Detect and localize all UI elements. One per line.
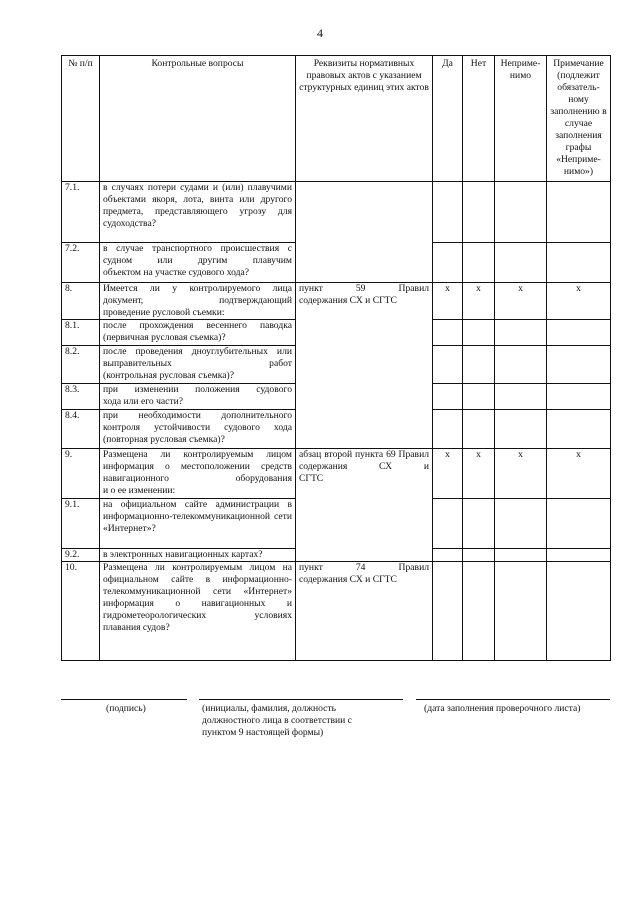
requisites-cell: пункт 74 Правил содержания СХ и СГТС [296,562,433,661]
question-text: после прохождения весеннего паводка (первичная русловая съемка)? [100,320,296,346]
yes-cell [433,182,463,243]
header-no: Нет [463,56,495,182]
note-cell [547,346,611,384]
yes-cell [433,384,463,410]
row-number: 8. [62,283,100,320]
no-cell: x [463,449,495,499]
no-cell [463,410,495,449]
header-questions: Контрольные вопросы [100,56,296,182]
no-cell [463,182,495,243]
table-header-row [62,56,611,182]
question-text: Имеется ли у контролируемого лица документ, подтверждающий проведение русловой съемки: [100,283,296,320]
no-cell [463,320,495,346]
question-text: в случае транспортного происшествия с судном или другим плавучим объектом на участке судового хода? [100,243,296,283]
not-applicable-cell [495,562,547,661]
row-number: 9.1. [62,499,100,549]
table-row [62,283,611,320]
not-applicable-cell [495,549,547,562]
note-cell [547,549,611,562]
yes-cell: x [433,283,463,320]
yes-cell [433,410,463,449]
yes-cell [433,243,463,283]
yes-cell [433,320,463,346]
yes-cell [433,346,463,384]
no-cell [463,384,495,410]
note-cell [547,384,611,410]
note-cell [547,320,611,346]
signature-label: (подпись) [106,703,146,714]
requisites-cell: абзац второй пункта 69 Правил содержания СХ и СГТС [296,449,433,562]
question-text: в электронных навигационных картах? [100,549,296,562]
no-cell [463,562,495,661]
header-num: № п/п [62,56,100,182]
question-text: при необходимости дополнительного контроля устойчивости судового хода (повторная русловая съемка)? [100,410,296,449]
header-note: Примечание (подлежит обязатель-ному заполнению в случае заполнения графы «Неприме-нимо») [547,56,611,182]
not-applicable-cell [495,499,547,549]
date-label: (дата заполнения проверочного листа) [424,703,581,714]
name-position-label: (инициалы, фамилия, должность должностного лица в соответствии с пунктом 9 настоящей формы) [202,703,352,738]
row-number: 8.2. [62,346,100,384]
question-text: в случаях потери судами и (или) плавучими объектами якоря, лота, винта или другого предмета, представляющего угрозу для судоходства? [100,182,296,243]
note-cell [547,243,611,283]
yes-cell [433,499,463,549]
yes-cell [433,549,463,562]
note-cell [547,182,611,243]
table-row [62,182,611,243]
header-requisites: Реквизиты нормативных правовых актов с указанием структурных единиц этих актов [296,56,433,182]
note-cell [547,410,611,449]
note-cell [547,499,611,549]
question-text: Размещена ли контролируемым лицом на официальном сайте в информационно-телекоммуникационной сети «Интернет» информация о навигационных и гидрометеорологических условиях плавания судов? [100,562,296,661]
note-cell [547,562,611,661]
not-applicable-cell [495,384,547,410]
row-number: 10. [62,562,100,661]
row-number: 9. [62,449,100,499]
question-text: после проведения дноуглубительных или выправительных работ (контрольная русловая съемка)? [100,346,296,384]
not-applicable-cell [495,346,547,384]
name-line [199,699,403,700]
checklist-table [61,55,611,661]
note-cell: x [547,283,611,320]
no-cell [463,499,495,549]
note-cell: x [547,449,611,499]
requisites-cell [296,182,433,283]
row-number: 7.2. [62,243,100,283]
not-applicable-cell: x [495,283,547,320]
row-number: 8.1. [62,320,100,346]
requisites-cell: пункт 59 Правил содержания СХ и СГТС [296,283,433,449]
no-cell [463,243,495,283]
row-number: 9.2. [62,549,100,562]
row-number: 8.4. [62,410,100,449]
not-applicable-cell [495,243,547,283]
row-number: 7.1. [62,182,100,243]
no-cell [463,346,495,384]
not-applicable-cell: x [495,449,547,499]
no-cell [463,549,495,562]
signature-line [61,699,187,700]
table-row [62,449,611,499]
question-text: Размещена ли контролируемым лицом информация о местоположении средств навигационного оборудования и о ее изменении: [100,449,296,499]
yes-cell [433,562,463,661]
not-applicable-cell [495,182,547,243]
not-applicable-cell [495,320,547,346]
question-text: на официальном сайте администрации в информационно-телекоммуникационной сети «Интернет»? [100,499,296,549]
question-text: при изменении положения судового хода или его части? [100,384,296,410]
date-line [416,699,610,700]
no-cell: x [463,283,495,320]
not-applicable-cell [495,410,547,449]
page-number: 4 [317,26,323,40]
table-row [62,562,611,661]
row-number: 8.3. [62,384,100,410]
yes-cell: x [433,449,463,499]
header-not-applicable: Неприме-нимо [495,56,547,182]
header-yes: Да [433,56,463,182]
